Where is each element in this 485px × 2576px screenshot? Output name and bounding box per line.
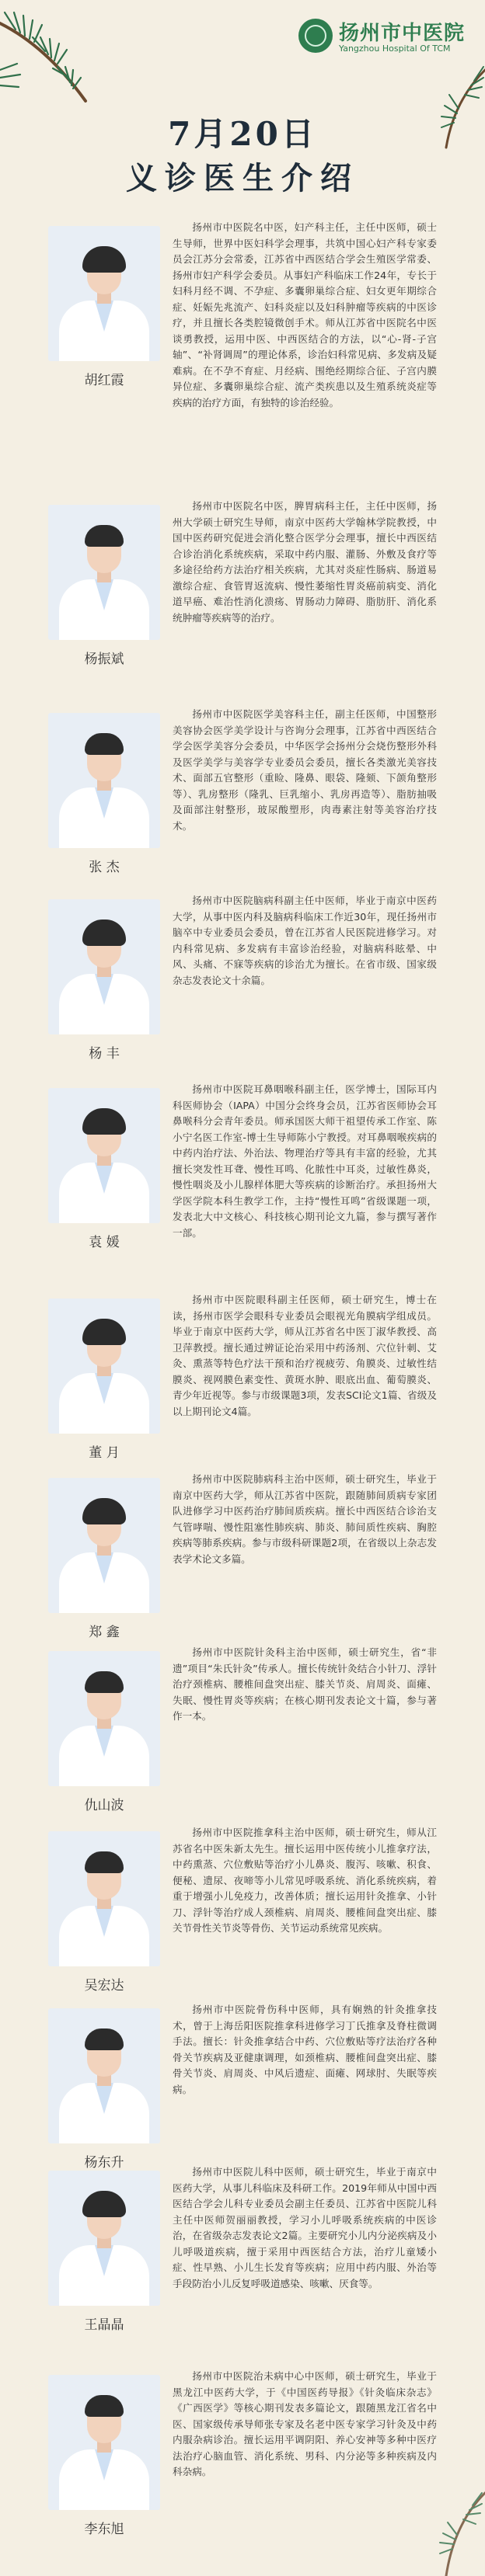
doctor-name: 胡红霞: [84, 373, 124, 388]
doctor-bio: 扬州市中医院针灸科主治中医师，硕士研究生，省“非遗”项目“朱氏针灸”传承人。擅长传统针灸结合小针刀、浮针治疗颈椎病、腰椎间盘突出症、膝关节炎、肩周炎、面瘫、失眠、慢性胃炎等疾病；在核心期刊发表论文十篇，参与著作一本。: [173, 1646, 437, 1722]
doctor-photo: [48, 1088, 160, 1223]
doctor-photo: [48, 899, 160, 1034]
doctor-name: 杨振斌: [84, 652, 124, 667]
doctor-name: 杨东升: [84, 2155, 124, 2171]
doctor-name: 仇山波: [84, 1798, 124, 1813]
doctor-name: 吴宏达: [84, 1978, 124, 1994]
doctor-bio: 扬州市中医院肺病科主治中医师，硕士研究生，毕业于南京中医药大学，师从江苏省中医院，跟随肺间质病专家团队进修学习中医药治疗肺间质疾病。擅长中西医结合诊治支气管哮喘、慢性阻塞性肺疾病、肺炎、肺间质性疾病、胸腔疾病等肺系疾病。参与市级科研课题2项，在省级以上杂志发表学术论文多篇。: [173, 1473, 437, 1565]
page-header: [0, 0, 485, 210]
doctor-photo: [48, 226, 160, 361]
doctor-bio: 扬州市中医院推拿科主治中医师，硕士研究生，师从江苏省名中医朱新太先生。擅长运用中医传统小儿推拿疗法，中药熏蒸、穴位敷贴等治疗小儿鼻炎、腹泻、咳嗽、积食、便秘、遗尿、夜啼等小儿常见呼吸系统、消化系统疾病，着重于增强小儿免疫力，改善体质；擅长运用针灸推拿、小针刀、浮针等治疗成人颈椎病、肩周炎、腰椎间盘突出症、膝关节骨性关节炎等骨伤、关节运动系统常见疾病。: [173, 1827, 437, 1934]
hospital-name-en: Yangzhou Hospital Of TCM: [339, 43, 451, 54]
doctor-name: 郑 鑫: [89, 1625, 120, 1640]
doctor-bio: 扬州市中医院治未病中心中医师，硕士研究生，毕业于黑龙江中医药大学，于《中国医药导报》《针灸临床杂志》《广西医学》等核心期刊发表多篇论文，跟随黑龙江省名中医、国家级传承导师张专家及名老中医专家学习针灸及中药内服杂病诊治。擅长运用平调阴阳、养心安神等多种中医疗法治疗心脑血管、消化系统、男科、内分泌等多种疾病及内科杂病。: [173, 2370, 437, 2477]
pine-branch-decoration-bottom: [392, 2470, 485, 2576]
page-title-date: 7月20日: [168, 115, 317, 153]
doctor-photo: [48, 713, 160, 848]
doctor-photo: [48, 2008, 160, 2143]
doctor-name: 袁 媛: [89, 1235, 120, 1250]
doctor-name: 李东旭: [84, 2522, 124, 2537]
doctor-name: 董 月: [89, 1445, 120, 1461]
doctor-photo: [48, 1831, 160, 1966]
doctor-photo: [48, 505, 160, 640]
hospital-name-cn: 扬州市中医院: [339, 22, 466, 45]
doctor-name: 王晶晶: [84, 2317, 124, 2333]
doctor-name: 张 杰: [89, 860, 120, 875]
hospital-logo: [298, 17, 466, 64]
doctor-bio: 扬州市中医院名中医，脾胃病科主任，主任中医师，扬州大学硕士研究生导师，南京中医药大学翰林学院教授，中国中医药研究促进会消化整合医学分会理事，擅长中西医结合诊治消化系统疾病，采取中药内服、灌肠、外敷及食疗等多途径给药方法治疗相关疾病，尤其对炎症性肠病、肠道易激综合症、食管胃返流病、慢性萎缩性胃炎癌前病变、消化道早癌、难治性消化溃疡、胃肠动力障碍、脂肪肝、消化系统肿瘤等疾病等的治疗。: [173, 500, 437, 624]
doctor-bio: 扬州市中医院儿科中医师，硕士研究生，毕业于南京中医药大学，从事儿科临床及科研工作。2019年师从中国中西医结合学会儿科专业委员会副主任委员、江苏省中医院儿科主任中医师贺丽丽教授，学习小儿呼吸系统疾病的中医诊治，在省级杂志发表论文2篇。主要研究小儿内分泌疾病及小儿呼吸道疾病，擅于采用中西医结合方法，治疗儿童矮小症、性早熟、小儿生长发育等疾病；应用中药内服、外治等手段防治小儿反复呼吸道感染、咳嗽、厌食等。: [173, 2166, 437, 2289]
doctor-bio: 扬州市中医院脑病科副主任中医师，毕业于南京中医药大学，从事中医内科及脑病科临床工作近30年，现任扬州市脑卒中专业委员会委员，曾在江苏省人民医院进修学习。对内科常见病、多发病有丰富诊治经验，对脑病科眩晕、中风、头痛、不寐等疾病的诊治尤为擅长。在省市级、国家级杂志发表论文十余篇。: [173, 895, 437, 986]
doctor-photo: [48, 2375, 160, 2510]
doctor-bio: 扬州市中医院医学美容科主任，副主任医师，中国整形美容协会医学美学设计与咨询分会理事，江苏省中西医结合学会医学美容分会委员，中华医学会扬州分会烧伤整形外科及医学美学与美容学专业委员会委员，擅长各类激光美容技术、面部五官整形（重睑、隆鼻、眼袋、隆颏、下颌角整形等）、乳房整形（隆乳、巨乳缩小、乳房再造等）、脂肪抽吸及面部注射整形，玻尿酸塑形，肉毒素注射等美容治疗技术。: [173, 708, 437, 832]
doctor-bio: 扬州市中医院耳鼻咽喉科副主任，医学博士，国际耳内科医师协会（IAPA）中国分会终身会员，江苏省医师协会耳鼻喉科分会青年委员。师承国医大师干祖望传承工作室、陈小宁名医工作室-博士生导师陈小宁教授。对耳鼻咽喉疾病的中药内治疗法、外治法、物理治疗等具有丰富的经验，尤其擅长突发性耳聋、慢性耳鸣、化脓性中耳炎，过敏性鼻炎，慢性咽炎及小儿腺样体肥大等疾病的诊断治疗。承担扬州大学医学院本科生教学工作，主持“慢性耳鸣”省级课题一项，发表北大中文核心、科技核心期刊论文九篇，参与撰写著作一部。: [173, 1083, 437, 1239]
page-title: 义诊医生介绍: [126, 160, 359, 196]
hospital-emblem-icon: [298, 19, 333, 53]
doctor-photo: [48, 1651, 160, 1786]
doctor-photo: [48, 1478, 160, 1613]
doctor-name: 杨 丰: [89, 1046, 120, 1062]
doctor-bio: 扬州市中医院骨伤科中医师，具有娴熟的针灸推拿技术，曾于上海岳阳医院推拿科进修学习丁氏推拿及脊柱微调手法。擅长：针灸推拿结合中药、穴位敷贴等疗法治疗各种骨关节疾病及亚健康调理，如颈椎病、腰椎间盘突出症、膝骨关节炎、肩周炎、中风后遗症、面瘫、网球肘、失眠等疾病。: [173, 2004, 437, 2095]
doctor-bio: 扬州市中医院眼科副主任医师，硕士研究生，博士在读，扬州市医学会眼科专业委员会眼视光角膜病学组成员。毕业于南京中医药大学，师从江苏省名中医丁淑华教授、高卫萍教授。擅长通过辨证论治采用中药汤剂、穴位针刺、艾灸、熏蒸等特色疗法干预和治疗视疲劳、角膜炎、过敏性结膜炎、视网膜色素变性、黄斑水肿、眼底出血、葡萄膜炎、青少年近视等。参与市级课题3项，发表SCI论文1篇、省级及以上期刊论文4篇。: [173, 1294, 437, 1417]
doctor-photo: [48, 2171, 160, 2306]
doctor-photo: [48, 1298, 160, 1434]
doctor-bio: 扬州市中医院名中医，妇产科主任，主任中医师，硕士生导师，世界中医妇科学会理事，共筑中国心妇产科专家委员会江苏分会常委，江苏省中西医结合学会生殖医学常委、扬州市妇产科学会委员。从事妇产科临床工作24年，专长于妇科月经不调、不孕症、多囊卵巢综合症、妇女更年期综合症、妊娠先兆流产、妇科炎症以及妇科肿瘤等疾病的中医诊疗，并且擅长各类腔镜微创手术。师从江苏省中医院名中医谈勇教授，运用中医、中西医结合的方法，以“心-肾-子宫轴”、“补肾调周”的理论体系，诊治妇科常见病、多发病及疑难病。在不孕不育症、月经病、围绝经期综合征、子宫内膜异位症、多囊卵巢综合症、流产类疾患以及生殖系统炎症等疾病的治疗方面，有独特的诊治经验。: [173, 221, 437, 408]
